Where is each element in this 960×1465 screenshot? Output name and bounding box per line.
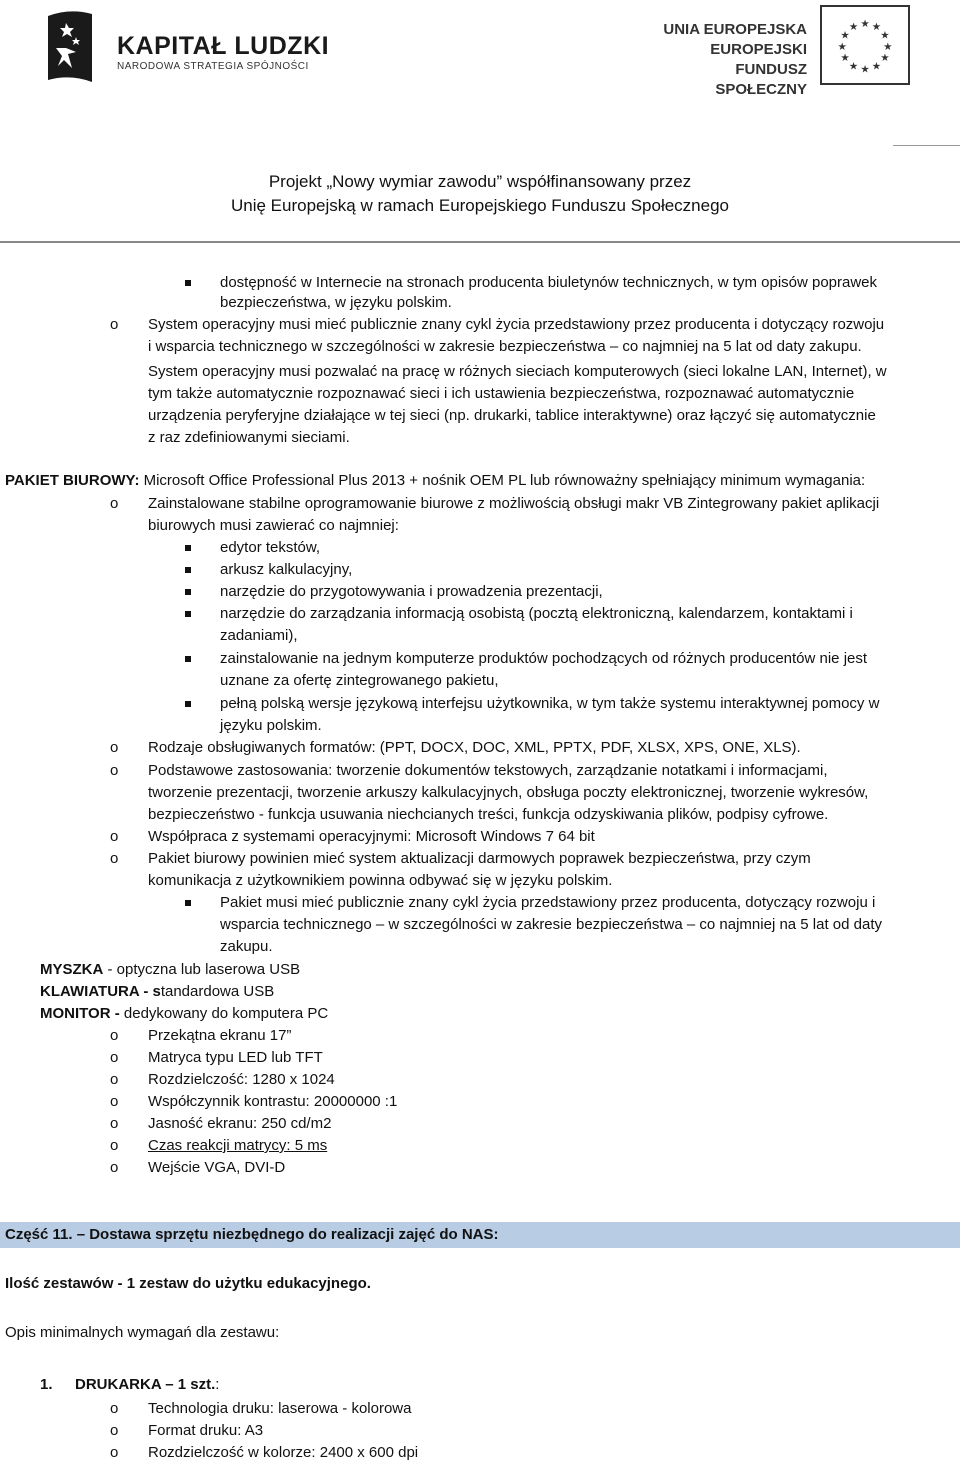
item-heading [75, 1375, 219, 1395]
office-label: PAKIET BIUROWY: [5, 472, 140, 489]
list-item-cont: bezpieczeństwa, w języku polskim. [220, 294, 452, 311]
list-item: dostępność w Internecie na stronach producenta biuletynów technicznych, w tym opisów poprawek [220, 274, 878, 291]
list-item: pełną polską wersje językową interfejsu użytkownika, w tym także systemu interaktywnej pomocy w [220, 695, 880, 712]
list-item-cont: bezpieczeństwo - funkcja usuwania niechcianych treści, funkcja odzyskiwania plików, podpisy cyfrowe. [148, 806, 829, 823]
circle-bullet-icon: o [110, 1422, 119, 1439]
monitor-spec [40, 1004, 328, 1024]
list-item [148, 1136, 327, 1156]
circle-bullet-icon: o [110, 739, 119, 756]
item-label: DRUKARKA – 1 szt. [75, 1376, 216, 1393]
kapital-ludzki-logo-icon [42, 8, 96, 86]
list-item: Wejście VGA, DVI-D [148, 1159, 286, 1176]
list-item: Rozdzielczość w kolorze: 2400 x 600 dpi [148, 1444, 419, 1461]
item-number: 1. [40, 1376, 53, 1393]
square-bullet-icon [185, 567, 191, 573]
list-item: Zainstalowane stabilne oprogramowanie biurowe z możliwością obsługi makr VB Zintegrowany pakiet aplikacji [148, 495, 880, 512]
list-item-cont: uznane za ofertę zintegrowanego pakietu, [220, 672, 499, 689]
list-item-underlined: Czas reakcji matrycy: 5 ms [148, 1137, 328, 1154]
square-bullet-icon [185, 589, 191, 595]
list-item-cont: tworzenie prezentacji, tworzenie arkuszy kalkulacyjnych, obsługa poczty elektronicznej, tworzenie wykresów, [148, 784, 869, 801]
square-bullet-icon [185, 701, 191, 707]
description-line: Opis minimalnych wymagań dla zestawu: [5, 1324, 280, 1341]
paragraph-line: z raz zdefiniowanymi sieciami. [148, 429, 350, 446]
eu-line-3: FUNDUSZ SPOŁECZNY [715, 61, 807, 98]
mouse-text: - optyczna lub laserowa USB [103, 961, 301, 978]
list-item: narzędzie do przygotowywania i prowadzenia prezentacji, [220, 583, 603, 600]
list-item-cont: zakupu. [220, 938, 273, 955]
list-item: Pakiet musi mieć publicznie znany cykl życia przedstawiony przez producenta, dotyczący rozwoju i [220, 894, 876, 911]
header-rule-short [893, 145, 960, 146]
office-heading-text: Microsoft Office Professional Plus 2013 + nośnik OEM PL lub równoważny spełniający minimum wymagania: [139, 472, 866, 489]
list-item: narzędzie do zarządzania informacją osobistą (pocztą elektroniczną, kalendarzem, kontaktami i [220, 605, 853, 622]
list-item-cont: wsparcia technicznego – w szczególności w zakresie bezpieczeństwa – co najmniej na 5 lat od daty [220, 916, 883, 933]
monitor-text: dedykowany do komputera PC [119, 1005, 329, 1022]
list-item: Podstawowe zastosowania: tworzenie dokumentów tekstowych, zarządzanie notatkami i informacjami, [148, 762, 828, 779]
square-bullet-icon [185, 656, 191, 662]
circle-bullet-icon: o [110, 495, 119, 512]
item-colon: : [215, 1376, 220, 1393]
eu-flag-icon [820, 5, 910, 85]
svg-text:★: ★ [860, 17, 870, 30]
svg-text:★: ★ [837, 40, 847, 53]
list-item: Format druku: A3 [148, 1422, 264, 1439]
eu-logo-text [655, 20, 807, 100]
square-bullet-icon [185, 280, 191, 286]
circle-bullet-icon: o [110, 1400, 119, 1417]
list-item: Współpraca z systemami operacyjnymi: Microsoft Windows 7 64 bit [148, 828, 595, 845]
paragraph-line: System operacyjny musi pozwalać na pracę w różnych sieciach komputerowych (sieci lokalne LAN, Internet), w [148, 363, 887, 380]
monitor-label: MONITOR - [40, 1005, 120, 1022]
keyboard-label: KLAWIATURA - s [40, 983, 161, 1000]
header-divider [0, 241, 960, 243]
circle-bullet-icon: o [110, 1093, 119, 1110]
svg-text:★: ★ [840, 52, 850, 65]
list-item: arkusz kalkulacyjny, [220, 561, 353, 578]
paragraph-line: urządzenia peryferyjne działające w tej sieci (np. drukarki, tablice interaktywne) oraz łączyć się automatycznie [148, 407, 876, 424]
keyboard-text: tandardowa USB [160, 983, 275, 1000]
svg-text:★: ★ [848, 20, 859, 33]
svg-text:★: ★ [848, 60, 859, 73]
list-item: Rodzaje obsługiwanych formatów: (PPT, DOCX, DOC, XML, PPTX, PDF, XLSX, XPS, ONE, XLS). [148, 739, 801, 756]
circle-bullet-icon: o [110, 1027, 119, 1044]
list-item: Rozdzielczość: 1280 x 1024 [148, 1071, 335, 1088]
circle-bullet-icon: o [110, 316, 119, 333]
list-item-cont: zadaniami), [220, 627, 298, 644]
circle-bullet-icon: o [110, 1071, 119, 1088]
list-item: edytor tekstów, [220, 539, 321, 556]
office-heading [5, 471, 865, 491]
project-line-1: Projekt „Nowy wymiar zawodu” współfinansowany przez [268, 172, 692, 191]
svg-text:★: ★ [880, 52, 890, 65]
quantity-line: Ilość zestawów - 1 zestaw do użytku edukacyjnego. [5, 1275, 371, 1292]
svg-text:★: ★ [883, 40, 893, 53]
project-line-2: Unię Europejską w ramach Europejskiego Funduszu Społecznego [230, 196, 729, 215]
circle-bullet-icon: o [110, 1137, 119, 1154]
list-item-cont: komunikacja z użytkownikiem powinna odbywać się w języku polskim. [148, 872, 613, 889]
keyboard-spec [40, 982, 274, 1002]
square-bullet-icon [185, 611, 191, 617]
list-item: Współczynnik kontrastu: 20000000 :1 [148, 1093, 398, 1110]
circle-bullet-icon: o [110, 1159, 119, 1176]
paragraph-line: tym także automatycznie rozpoznawać sieci i ich ustawienia bezpieczeństwa, rozpoznawać automatycznie [148, 385, 855, 402]
list-item-cont: i wsparcia technicznego w szczególności w zakresie bezpieczeństwa – co najmniej na 5 lat od daty zakupu. [148, 338, 862, 355]
list-item-cont: języku polskim. [220, 717, 322, 734]
circle-bullet-icon: o [110, 1115, 119, 1132]
svg-text:★: ★ [871, 20, 882, 33]
kapital-ludzki-title: KAPITAŁ LUDZKI [117, 32, 330, 60]
circle-bullet-icon: o [110, 828, 119, 845]
svg-text:★: ★ [871, 60, 882, 73]
section-heading: Część 11. – Dostawa sprzętu niezbędnego do realizacji zajęć do NAS: [5, 1226, 499, 1243]
list-item: System operacyjny musi mieć publicznie znany cykl życia przedstawiony przez producenta i dotyczący rozwoju [148, 316, 885, 333]
circle-bullet-icon: o [110, 850, 119, 867]
square-bullet-icon [185, 900, 191, 906]
list-item: Matryca typu LED lub TFT [148, 1049, 323, 1066]
list-item: Technologia druku: laserowa - kolorowa [148, 1400, 412, 1417]
svg-text:★: ★ [860, 63, 870, 76]
circle-bullet-icon: o [110, 1049, 119, 1066]
eu-line-2: EUROPEJSKI [710, 41, 807, 58]
svg-text:★: ★ [840, 29, 850, 42]
square-bullet-icon [185, 545, 191, 551]
list-item: Przekątna ekranu 17” [148, 1027, 292, 1044]
mouse-spec [40, 960, 300, 980]
list-item: Jasność ekranu: 250 cd/m2 [148, 1115, 332, 1132]
list-item: Pakiet biurowy powinien mieć system aktualizacji darmowych poprawek bezpieczeństwa, przy czym [148, 850, 811, 867]
list-item: zainstalowanie na jednym komputerze produktów pochodzących od różnych producentów nie jest [220, 650, 868, 667]
mouse-label: MYSZKA [40, 961, 104, 978]
svg-text:★: ★ [880, 29, 890, 42]
list-item-cont: biurowych musi zawierać co najmniej: [148, 517, 399, 534]
eu-line-1: UNIA EUROPEJSKA [663, 21, 807, 38]
circle-bullet-icon: o [110, 1444, 119, 1461]
kapital-ludzki-subtitle: NARODOWA STRATEGIA SPÓJNOŚCI [117, 61, 309, 72]
circle-bullet-icon: o [110, 762, 119, 779]
